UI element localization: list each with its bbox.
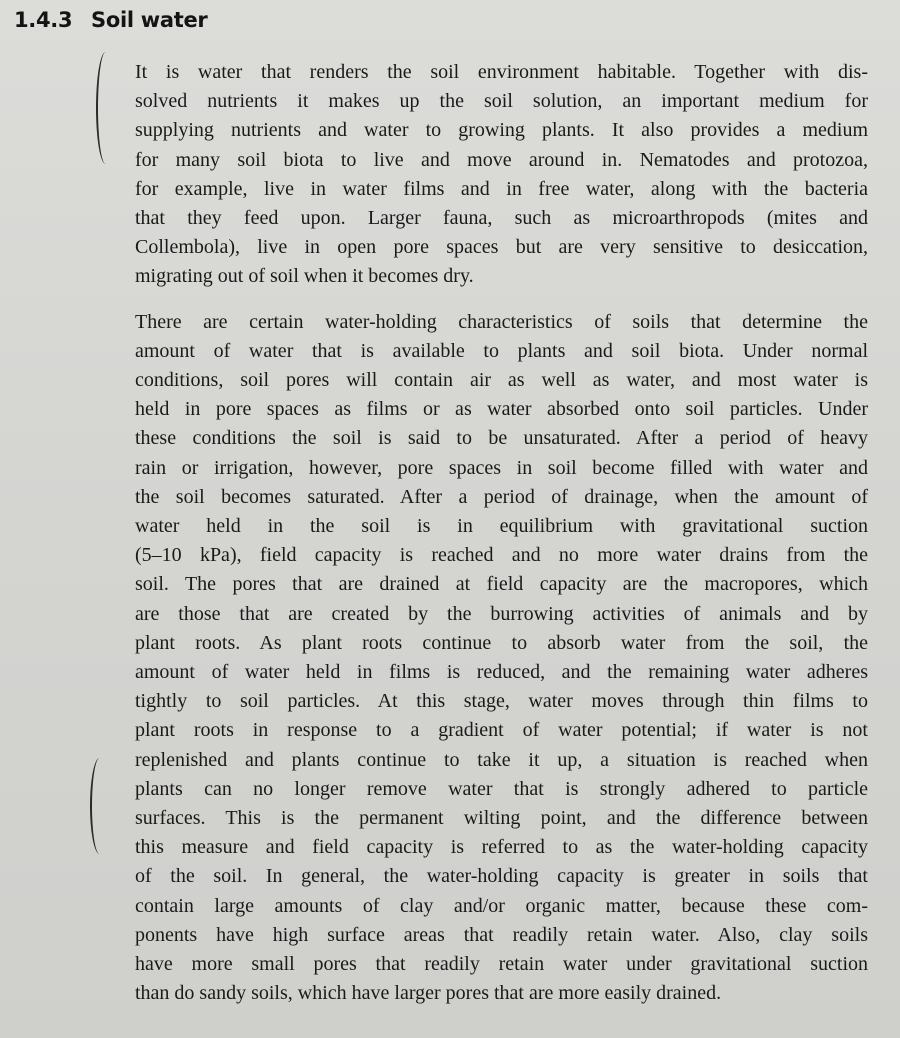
section-body <box>135 58 868 1009</box>
text-line: Collembola), live in open pore spaces but are very sensitive to desiccation, <box>135 236 868 259</box>
text-line: ponents have high surface areas that readily retain water. Also, clay soils <box>135 923 868 946</box>
text-line: for many soil biota to live and move around in. Nematodes and protozoa, <box>135 148 868 171</box>
text-line: (5–10 kPa), field capacity is reached and no more water drains from the <box>135 544 868 567</box>
paragraph-2 <box>135 308 868 1009</box>
text-line: the soil becomes saturated. After a period of drainage, when the amount of <box>135 485 868 508</box>
text-line: replenished and plants continue to take it up, a situation is reached when <box>135 748 868 771</box>
text-line: There are certain water-holding characteristics of soils that determine the <box>135 310 868 333</box>
text-line: contain large amounts of clay and/or organic matter, because these com- <box>135 894 868 917</box>
paragraph-1 <box>135 58 868 292</box>
margin-bracket-mark <box>90 758 106 854</box>
text-line: solved nutrients it makes up the soil solution, an important medium for <box>135 90 868 113</box>
text-line: have more small pores that readily retain water under gravitational suction <box>135 953 868 976</box>
section-heading <box>14 8 207 32</box>
section-number: 1.4.3 <box>14 8 73 32</box>
text-line: than do sandy soils, which have larger pores that are more easily drained. <box>135 982 722 1005</box>
text-line: plant roots in response to a gradient of water potential; if water is not <box>135 719 868 742</box>
text-line: rain or irrigation, however, pore spaces in soil become filled with water and <box>135 456 868 479</box>
text-line: soil. The pores that are drained at field capacity are the macropores, which <box>135 573 868 596</box>
text-line: tightly to soil particles. At this stage, water moves through thin films to <box>135 690 868 713</box>
text-line: of the soil. In general, the water-holding capacity is greater in soils that <box>135 865 868 888</box>
text-line: surfaces. This is the permanent wilting point, and the difference between <box>135 807 868 830</box>
text-line: It is water that renders the soil environment habitable. Together with dis- <box>135 61 868 83</box>
text-line: that they feed upon. Larger fauna, such as microarthropods (mites and <box>135 207 868 230</box>
text-line: plant roots. As plant roots continue to absorb water from the soil, the <box>135 631 868 654</box>
text-line: for example, live in water films and in free water, along with the bacteria <box>135 177 868 200</box>
text-line: these conditions the soil is said to be unsaturated. After a period of heavy <box>135 427 868 450</box>
text-line: water held in the soil is in equilibrium with gravitational suction <box>135 515 868 538</box>
margin-bracket-mark <box>96 52 112 164</box>
text-line: plants can no longer remove water that is strongly adhered to particle <box>135 777 868 800</box>
text-line: amount of water that is available to plants and soil biota. Under normal <box>135 339 868 362</box>
text-line: held in pore spaces as films or as water absorbed onto soil particles. Under <box>135 398 868 421</box>
text-line: conditions, soil pores will contain air as well as water, and most water is <box>135 369 868 392</box>
text-line: amount of water held in films is reduced, and the remaining water adheres <box>135 661 868 684</box>
section-title: Soil water <box>91 8 208 32</box>
text-line: supplying nutrients and water to growing plants. It also provides a medium <box>135 119 868 142</box>
text-line: are those that are created by the burrowing activities of animals and by <box>135 602 868 625</box>
text-line: this measure and field capacity is referred to as the water-holding capacity <box>135 836 868 859</box>
text-line: migrating out of soil when it becomes dry. <box>135 265 474 288</box>
